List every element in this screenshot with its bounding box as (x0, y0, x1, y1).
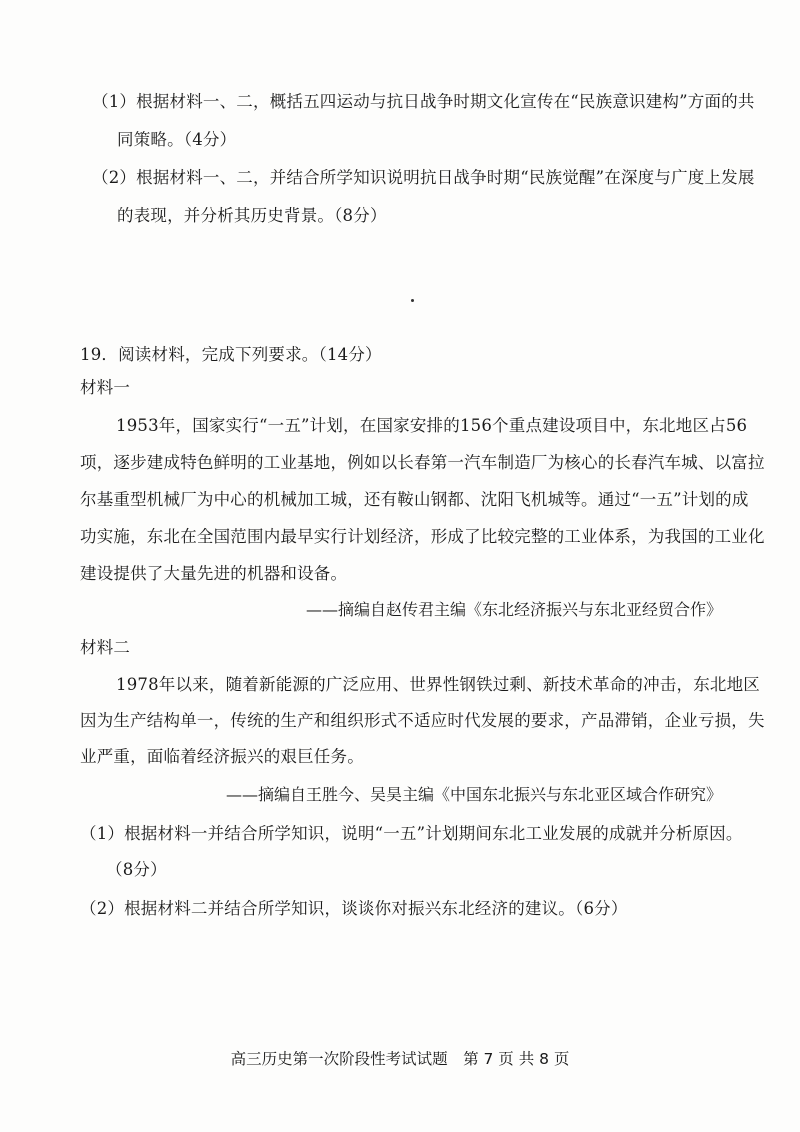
q19-heading: 19．阅读材料，完成下列要求。（14分） (80, 345, 382, 364)
page-footer: 高三历史第一次阶段性考试试题 第 7 页 共 8 页 (230, 1050, 570, 1068)
material1-line: 建设提供了大量先进的机器和设备。 (80, 564, 348, 583)
material1-line: 功实施，东北在全国范围内最早实行计划经济，形成了比较完整的工业体系，为我国的工业化 (80, 527, 765, 546)
material1-line: 1953年，国家实行“一五”计划，在国家安排的156个重点建设项目中，东北地区占56 (116, 416, 748, 435)
q19-task2: （2）根据材料二并结合所学知识，谈谈你对振兴东北经济的建议。（6分） (80, 899, 628, 918)
material2-line: 业严重，面临着经济振兴的艰巨任务。 (80, 747, 364, 766)
stray-dot (411, 299, 414, 302)
material1-source: ——摘编自赵传君主编《东北经济振兴与东北亚经贸合作》 (306, 600, 723, 619)
material1-line: 尔基重型机械厂为中心的机械加工城，还有鞍山钢都、沈阳飞机城等。通过“一五”计划的成 (80, 490, 749, 509)
q18-part1-line2: 同策略。（4分） (117, 130, 237, 149)
material1-label: 材料一 (80, 378, 131, 397)
q18-part2-line1: （2）根据材料一、二，并结合所学知识说明抗日战争时期“民族觉醒”在深度与广度上发展 (92, 168, 755, 187)
q19-task1-line1: （1）根据材料一并结合所学知识，说明“一五”计划期间东北工业发展的成就并分析原因。 (80, 824, 743, 843)
material2-source: ——摘编自王胜今、吴昊主编《中国东北振兴与东北亚区域合作研究》 (226, 785, 723, 804)
material2-label: 材料二 (80, 638, 131, 657)
q18-part1-line1: （1）根据材料一、二，概括五四运动与抗日战争时期文化宣传在“民族意识建构”方面的共 (92, 92, 755, 111)
q19-task1-line2: （8分） (106, 860, 167, 879)
material2-line: 因为生产结构单一，传统的生产和组织形式不适应时代发展的要求，产品滞销，企业亏损，失 (80, 711, 765, 730)
material1-line: 项，逐步建成特色鲜明的工业基地，例如以长春第一汽车制造厂为核心的长春汽车城、以富拉 (80, 453, 765, 472)
material2-line: 1978年以来，随着新能源的广泛应用、世界性钢铁过剩、新技术革命的冲击，东北地区 (116, 675, 760, 694)
q18-part2-line2: 的表现，并分析其历史背景。（8分） (117, 206, 387, 225)
